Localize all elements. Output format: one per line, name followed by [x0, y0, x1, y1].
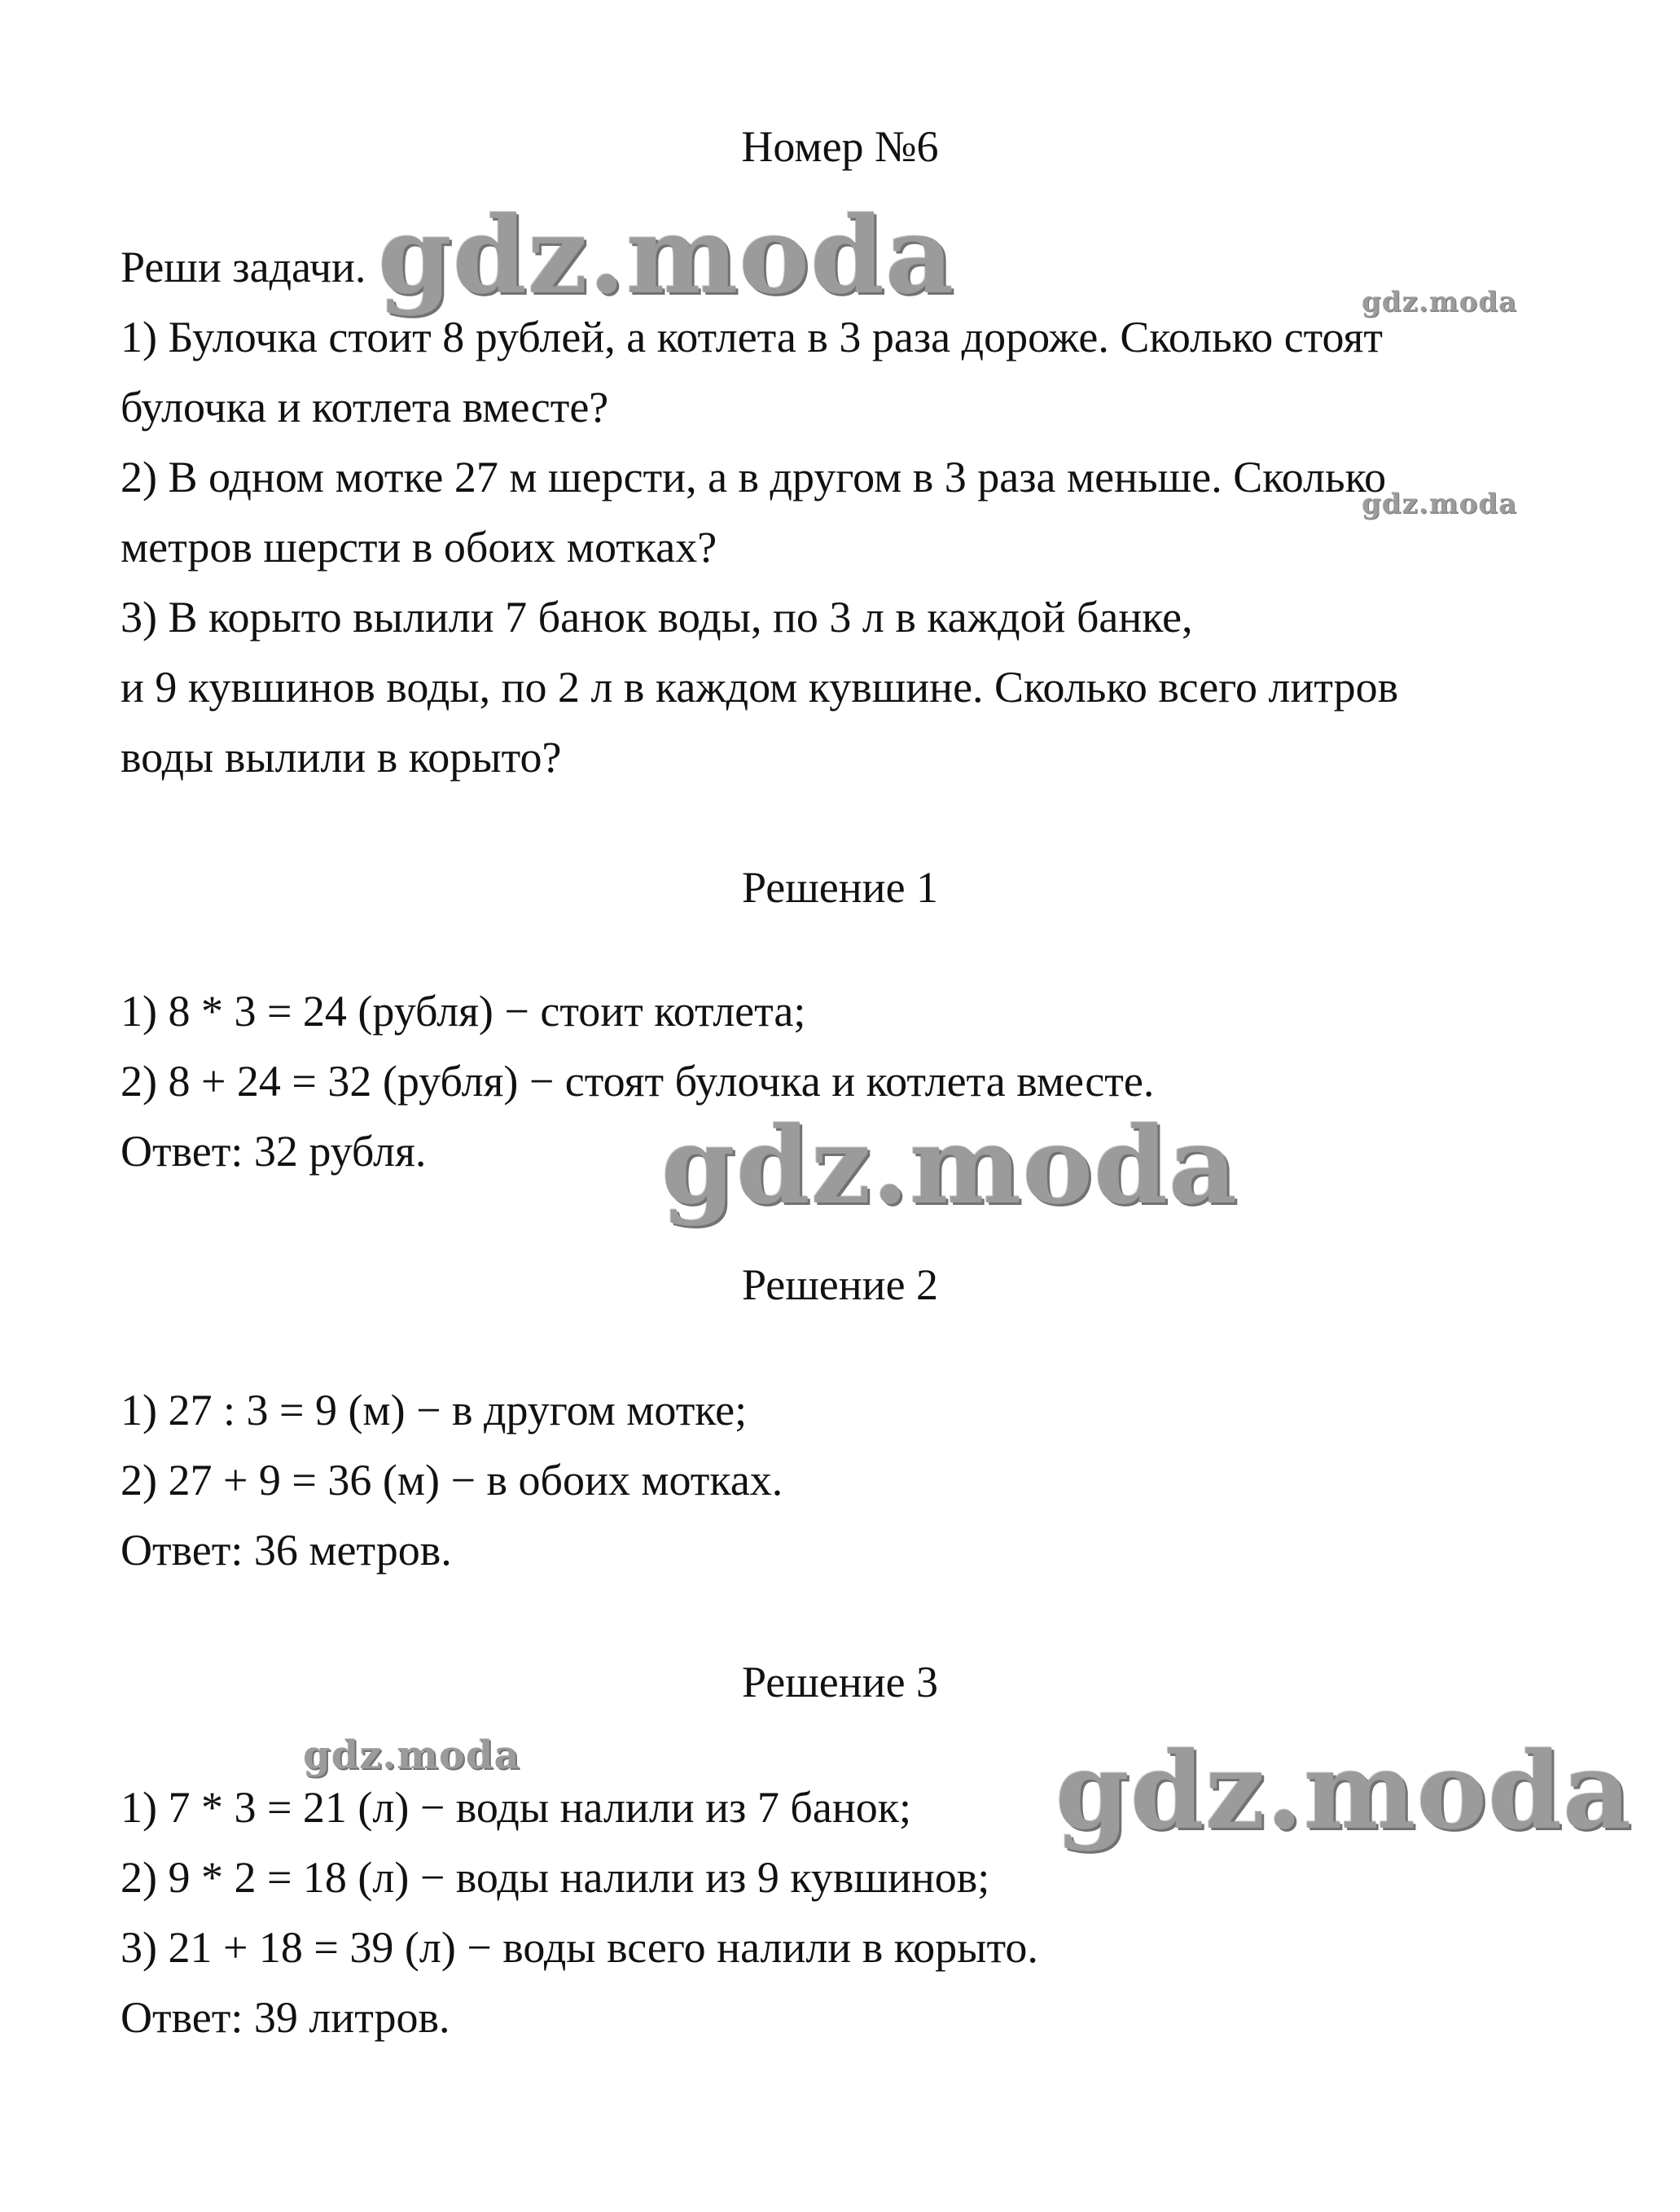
solution-1-heading: Решение 1 [741, 863, 939, 912]
solution-3-heading: Решение 3 [741, 1658, 939, 1706]
watermark-logo: gdz.moda [378, 193, 955, 318]
task-line-2: булочка и котлета вместе? [121, 383, 609, 431]
page-title: Номер №6 [741, 122, 939, 171]
task-line-7: воды вылили в корыто? [121, 733, 562, 782]
watermark-logo-small: gdz.moda [1362, 488, 1518, 520]
task-line-3: 2) В одном мотке 27 м шерсти, а в другом в 3 раза меньше. Сколько [121, 453, 1387, 502]
solution-1-line-1: 1) 8 * 3 = 24 (рубля) − стоит котлета; [121, 987, 806, 1036]
task-line-4: метров шерсти в обоих мотках? [121, 523, 717, 572]
watermark-logo: gdz.moda [661, 1103, 1239, 1228]
task-intro: Реши задачи. [121, 243, 366, 291]
solution-1-line-2: 2) 8 + 24 = 32 (рубля) − стоят булочка и котлета вместе. [121, 1057, 1155, 1106]
watermark-logo: gdz.moda [1055, 1728, 1633, 1853]
solution-1-answer: Ответ: 32 рубля. [121, 1127, 427, 1176]
solution-2-heading: Решение 2 [741, 1260, 939, 1309]
task-line-5: 3) В корыто вылили 7 банок воды, по 3 л в каждой банке, [121, 593, 1193, 642]
watermark-logo-small: gdz.moda [1362, 286, 1518, 318]
solution-3-line-1: 1) 7 * 3 = 21 (л) − воды налили из 7 банок; [121, 1783, 911, 1832]
solution-2-line-1: 1) 27 : 3 = 9 (м) − в другом мотке; [121, 1386, 748, 1435]
watermark-logo-medium: gdz.moda [303, 1732, 520, 1778]
solution-2-line-2: 2) 27 + 9 = 36 (м) − в обоих мотках. [121, 1456, 783, 1505]
solution-3-line-3: 3) 21 + 18 = 39 (л) − воды всего налили в корыто. [121, 1923, 1038, 1972]
task-line-6: и 9 кувшинов воды, по 2 л в каждом кувшине. Сколько всего литров [121, 663, 1399, 712]
task-line-1: 1) Булочка стоит 8 рублей, а котлета в 3 раза дороже. Сколько стоят [121, 313, 1383, 361]
solution-3-line-2: 2) 9 * 2 = 18 (л) − воды налили из 9 кувшинов; [121, 1853, 990, 1902]
solution-2-answer: Ответ: 36 метров. [121, 1526, 452, 1575]
solution-3-answer: Ответ: 39 литров. [121, 1993, 450, 2042]
